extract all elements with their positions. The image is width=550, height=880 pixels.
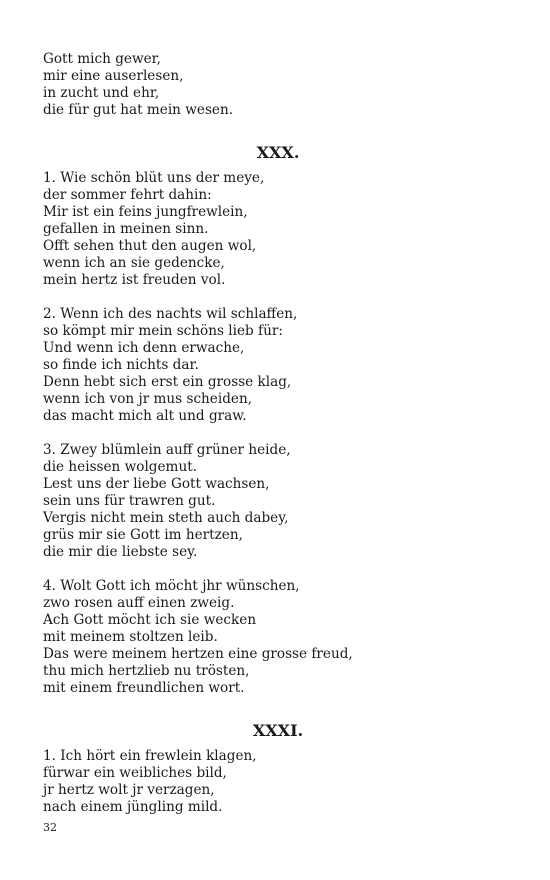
- verse-line: mir eine auserlesen,: [43, 68, 184, 84]
- page-text-block: [43, 51, 513, 816]
- stanza-xxxi-1: [43, 748, 513, 816]
- stanza-xxx-3: [43, 442, 513, 561]
- verse-line: Offt sehen thut den augen wol,: [43, 238, 257, 254]
- verse-line: der sommer fehrt dahin:: [43, 187, 212, 203]
- verse-line: Vergis nicht mein steth auch dabey,: [43, 510, 289, 526]
- verse-line: wenn ich von jr mus scheiden,: [43, 391, 253, 407]
- verse-line: Das were meinem hertzen eine grosse freud,: [43, 646, 353, 662]
- stanza-xxx-4: [43, 578, 513, 697]
- page-number: 32: [43, 821, 57, 834]
- verse-line: wenn ich an sie gedencke,: [43, 255, 225, 271]
- verse-line: mit einem freundlichen wort.: [43, 680, 245, 696]
- verse-line: 1. Wie schön blüt uns der meye,: [43, 170, 265, 186]
- verse-line: nach einem jüngling mild.: [43, 799, 223, 815]
- stanza-top: [43, 51, 513, 119]
- verse-line: die für gut hat mein wesen.: [43, 102, 234, 118]
- verse-line: Mir ist ein feins jungfrewlein,: [43, 204, 248, 220]
- verse-line: so kömpt mir mein schöns lieb für:: [43, 323, 283, 339]
- verse-line: Gott mich gewer,: [43, 51, 161, 67]
- verse-line: das macht mich alt und graw.: [43, 408, 247, 424]
- song-heading-xxx: XXX.: [256, 143, 300, 162]
- verse-line: Und wenn ich denn erwache,: [43, 340, 245, 356]
- song-heading-xxxi: XXXI.: [252, 721, 304, 740]
- verse-line: Ach Gott möcht ich sie wecken: [43, 612, 257, 628]
- verse-line: 2. Wenn ich des nachts wil schlaffen,: [43, 306, 298, 322]
- verse-line: so finde ich nichts dar.: [43, 357, 199, 373]
- stanza-xxx-1: [43, 170, 513, 289]
- verse-line: jr hertz wolt jr verzagen,: [43, 782, 215, 798]
- verse-line: gefallen in meinen sinn.: [43, 221, 209, 237]
- stanza-xxx-2: [43, 306, 513, 425]
- verse-line: grüs mir sie Gott im hertzen,: [43, 527, 243, 543]
- verse-line: mit meinem stoltzen leib.: [43, 629, 218, 645]
- verse-line: thu mich hertzlieb nu trösten,: [43, 663, 250, 679]
- verse-line: fürwar ein weibliches bild,: [43, 765, 227, 781]
- verse-line: die heissen wolgemut.: [43, 459, 197, 475]
- verse-line: zwo rosen auff einen zweig.: [43, 595, 235, 611]
- verse-line: mein hertz ist freuden vol.: [43, 272, 226, 288]
- verse-line: Denn hebt sich erst ein grosse klag,: [43, 374, 292, 390]
- verse-line: Lest uns der liebe Gott wachsen,: [43, 476, 270, 492]
- verse-line: sein uns für trawren gut.: [43, 493, 216, 509]
- verse-line: 1. Ich hört ein frewlein klagen,: [43, 748, 257, 764]
- verse-line: die mir die liebste sey.: [43, 544, 198, 560]
- verse-line: 4. Wolt Gott ich möcht jhr wünschen,: [43, 578, 300, 594]
- verse-line: in zucht und ehr,: [43, 85, 160, 101]
- verse-line: 3. Zwey blümlein auff grüner heide,: [43, 442, 291, 458]
